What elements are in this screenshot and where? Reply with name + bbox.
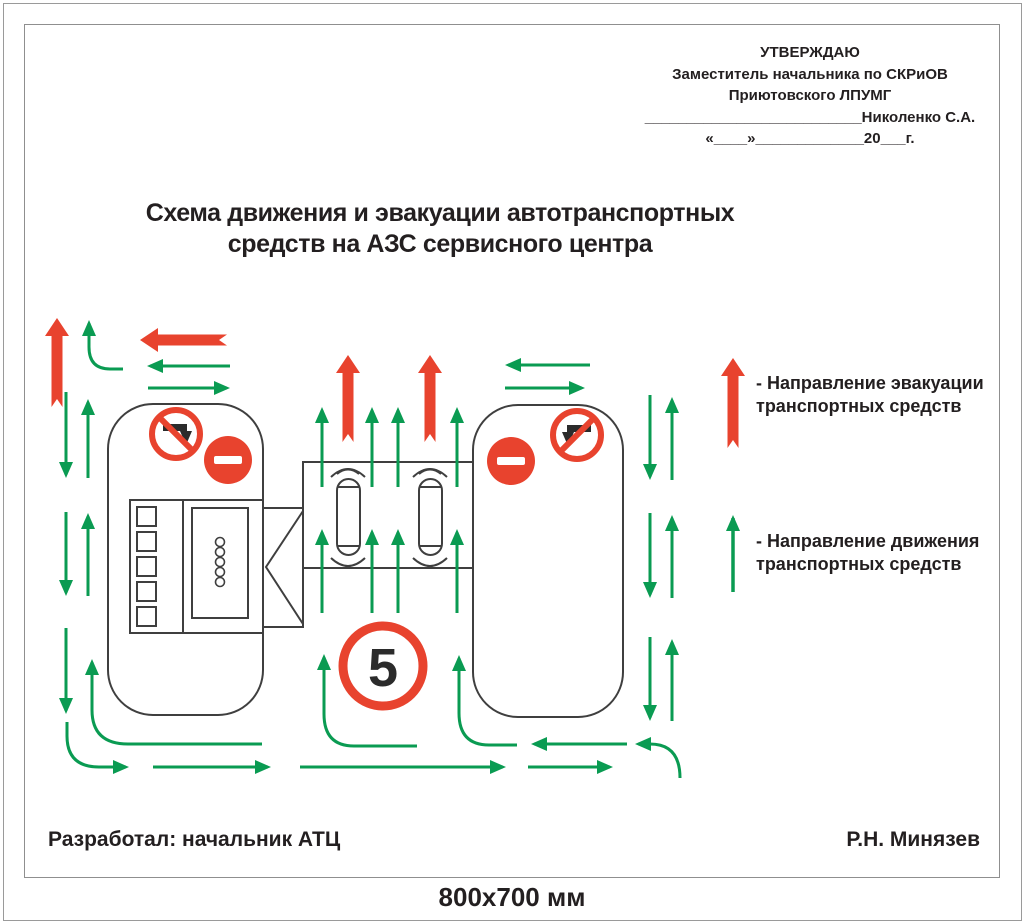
- movement-arrow: [89, 323, 123, 369]
- legend-text: транспортных средств: [756, 554, 962, 574]
- speed-limit-sign-icon: [343, 626, 423, 706]
- fuel-island: [303, 462, 473, 568]
- legend-text: - Направление движения: [756, 531, 980, 551]
- legend-evacuation-arrow-icon: [721, 358, 745, 448]
- dot: [216, 578, 225, 587]
- legend-evacuation-label: [756, 372, 1006, 418]
- approval-line: УТВЕРЖДАЮ: [760, 44, 860, 61]
- footer-row: [48, 828, 980, 852]
- approval-date-line: «____»_____________20___г.: [705, 130, 915, 147]
- poster-size-label: 800x700 мм: [438, 882, 586, 912]
- no-right-turn-sign-icon: [152, 410, 200, 458]
- no-left-turn-sign-icon: [553, 411, 601, 459]
- approval-line: Заместитель начальника по СКРиОВ: [672, 65, 948, 83]
- evacuation-arrow: [336, 355, 360, 442]
- legend-text: транспортных средств: [756, 396, 962, 416]
- developed-by-label: Разработал: начальник АТЦ: [48, 828, 341, 851]
- counter-dots: [216, 538, 225, 587]
- approval-line: Приютовского ЛПУМГ: [728, 87, 892, 104]
- dot: [216, 538, 225, 547]
- island-entrance: [263, 508, 303, 627]
- dot: [216, 558, 225, 567]
- dot: [216, 548, 225, 557]
- page-title: [0, 198, 880, 260]
- no-entry-sign-icon: [204, 436, 252, 484]
- title-line: Схема движения и эвакуации автотранспортных: [145, 199, 735, 227]
- no-entry-sign-icon: [487, 437, 535, 485]
- speed-limit-value: 5: [367, 638, 399, 698]
- evacuation-arrow: [140, 328, 227, 352]
- approval-signature-line: __________________________Николенко С.А.: [644, 108, 976, 126]
- author-name: Р.Н. Минязев: [846, 828, 980, 851]
- legend-movement-label: [756, 530, 1006, 576]
- title-line: средств на АЗС сервисного центра: [227, 230, 653, 258]
- dot: [216, 568, 225, 577]
- approval-block: [610, 42, 1010, 150]
- legend-text: - Направление эвакуации: [756, 373, 984, 393]
- movement-arrow: [638, 744, 680, 778]
- evacuation-arrow: [418, 355, 442, 442]
